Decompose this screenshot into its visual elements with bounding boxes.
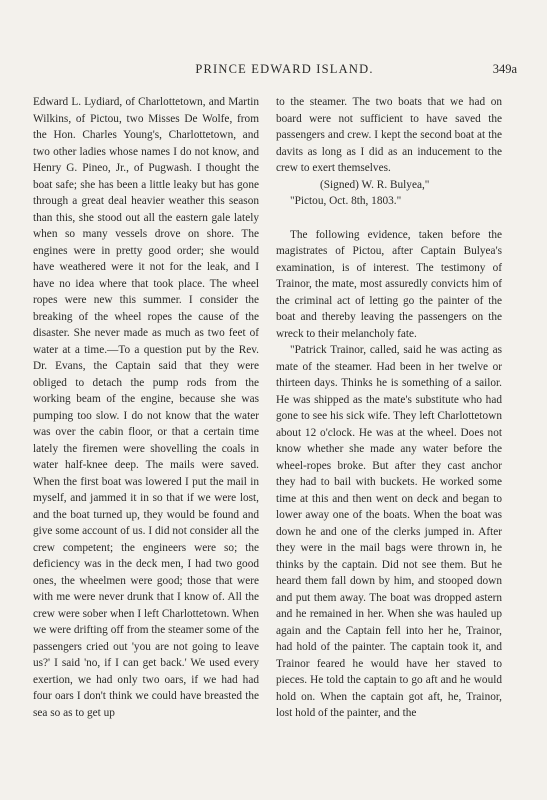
signature-line: (Signed) W. R. Bulyea," [320, 178, 430, 191]
paragraph-gap [276, 210, 502, 227]
right-column [276, 94, 502, 722]
evidence-intro-paragraph: The following evidence, taken before the magistrates of Pictou, after Captain Bulyea's examination, is of interest. The testimony of Trainor, the mate, most assuredly convicts him of the criminal act of letting go the painter of the boat and thereby leaving the passengers on the wreck to their melancholy fate. [276, 228, 502, 340]
page-number: 349a [492, 62, 517, 76]
running-head: PRINCE EDWARD ISLAND. [195, 62, 374, 76]
right-column-continuation: to the steamer. The two boats that we had on board were not sufficient to have saved the passengers and crew. I kept the second boat at the davits as long as I did as an inducement to the crew to exert themselves. [276, 96, 502, 174]
left-column [33, 94, 259, 721]
dateline: "Pictou, Oct. 8th, 1803." [290, 195, 402, 207]
left-column-paragraph: Edward L. Lydiard, of Charlottetown, and Martin Wilkins, of Pictou, two Misses De Wolfe, from the Hon. Charles Young's, Charlottetown, and two other ladies whose names I do not know, and Henry G. Pineo, Jr., of Pugwash. I thought the boat safe; she has been a little leaky but has gone through a great deal heavier weather this season than this, she stood out all the eastern gale lately when so many vessels drove on shore. The engines were in pretty good order; she would have weathered were it not for the leak, and I have no idea where that took place. The wheel ropes were new this summer. I consider the breaking of the wheel ropes the cause of the disaster. She never made as much as two feet of water at a time.—To a question put by the Rev. Dr. Evans, the Captain said that they were obliged to detach the pump rods from the working beam of the engine, because she was pumping too slow. I do not know that the water was over the cabin floor, or that a certain time lately the firemen were shovelling the coals in water half-knee deep. The mails were saved. When the first boat was lowered I put the mail in myself, and jammed it in so that if we were lost, and the boat turned up, they would be found and give some account of us. I did not consider all the crew competent; the engineers were so; the deficiency was in the deck men, I had two good ones, the wheelmen were good; those that were with me were never drunk that I know of. All the crew were sober when I left Charlottetown. When we were drifting off from the steamer some of the passengers cried out 'you are not going to leave us?' I said 'no, if I can get back.' We used every exertion, we had only two oars, if we had had four oars I don't think we could have breasted the sea so as to get up [33, 96, 259, 719]
page-header [52, 62, 517, 80]
testimony-paragraph: "Patrick Trainor, called, said he was acting as mate of the steamer. Had been in her twelve or thirteen days. Thinks he is something of a sailor. He was shipped as the mate's substitute who had gone to see his sick wife. They left Charlottetown about 12 o'clock. He was at the wheel. Does not know whether she made any water before the wheel-ropes broke. But after they cast anchor they had to bail with buckets. He worked some time at this and then went on deck and began to lower away one of the boats. When the boat was down he and one of the clerks jumped in. After they were in the mail bags were thrown in, he thinks by the captain. Did not see them. But he heard them fall down by him, and stooped down and put them away. The boat was dropped astern and he remained in her. When she was hauled up again and the Captain fell into her he, Trainor, had hold of the painter. The captain took it, and Trainor feared he would have her staved to pieces. He told the captain to go aft and he would hold on. When the captain got aft, he, Trainor, lost hold of the painter, and the [276, 344, 502, 719]
